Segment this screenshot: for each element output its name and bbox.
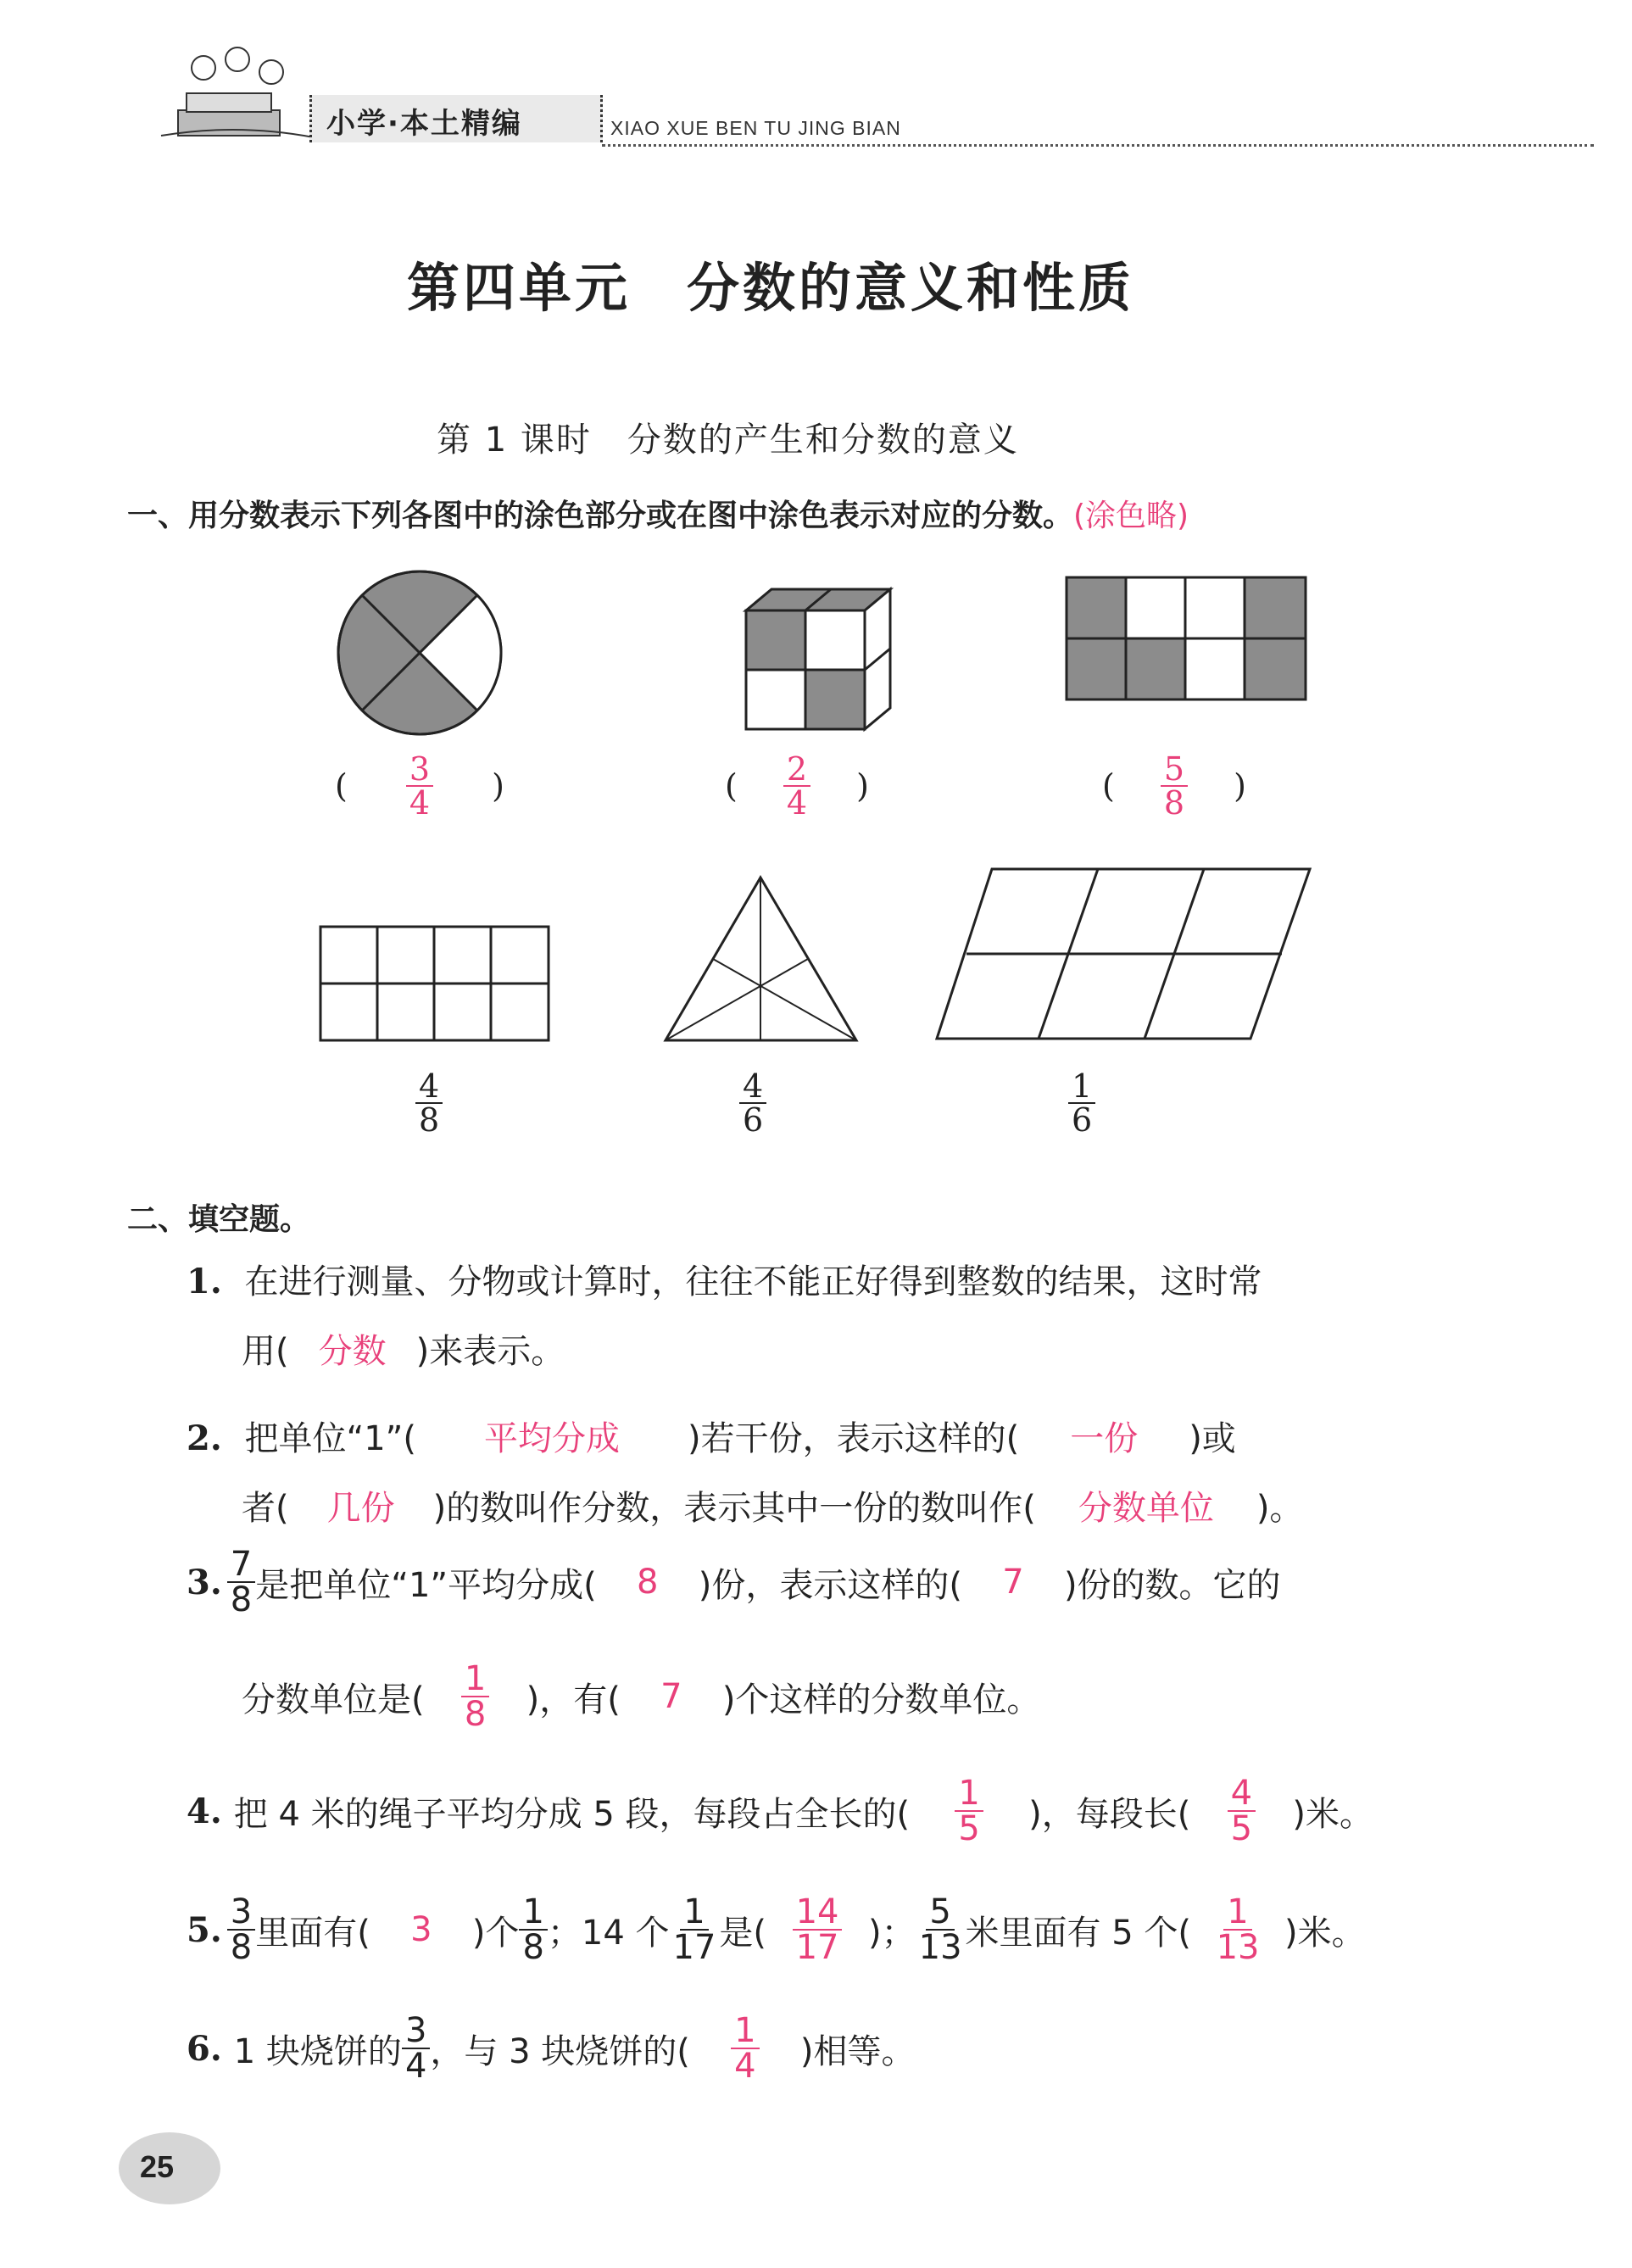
answer-blank bbox=[690, 2011, 800, 2086]
answer-fraction: $\frac{1}{5}$ bbox=[955, 1776, 983, 1846]
answer-blank bbox=[425, 1659, 526, 1734]
question-text: )的数叫作分数，表示其中一份的数叫作( bbox=[432, 1489, 1036, 1528]
header-dotted-rule bbox=[602, 144, 1594, 147]
question-text: 是把单位“1”平均分成( bbox=[255, 1565, 597, 1605]
question-number: 4. bbox=[187, 1791, 222, 1831]
figure-parallelogram bbox=[933, 865, 1314, 1043]
answer-fraction: $\frac{2}{4}$ bbox=[783, 753, 810, 819]
answer-fraction: $\frac{1}{13}$ bbox=[1216, 1892, 1260, 1967]
caption-fraction: $\frac{4}{8}$ bbox=[415, 1070, 443, 1136]
answer-cube bbox=[725, 750, 869, 822]
caption-triangle bbox=[739, 1067, 766, 1139]
figure-rect-8 bbox=[1064, 575, 1310, 702]
section1-heading-text: 一、用分数表示下列各图中的涂色部分或在图中涂色表示对应的分数。 bbox=[127, 499, 1074, 533]
question-text: )，有( bbox=[526, 1680, 621, 1719]
answer-blank bbox=[910, 1776, 1028, 1846]
question-text: )米。 bbox=[1284, 1913, 1366, 1953]
figure-triangle bbox=[661, 873, 861, 1043]
question-text: 用( bbox=[242, 1332, 289, 1371]
question-text: )或 bbox=[1189, 1419, 1236, 1458]
section1-note: (涂色略) bbox=[1073, 499, 1189, 533]
question-text: )若干份，表示这样的( bbox=[687, 1419, 1020, 1458]
question-text: 米里面有 5 个( bbox=[965, 1913, 1192, 1953]
question-text: )份的数。它的 bbox=[1063, 1565, 1281, 1605]
unit-title: 第四单元 分数的意义和性质 bbox=[407, 257, 1135, 319]
figure-grid-8 bbox=[318, 924, 551, 1043]
caption-fraction: $\frac{1}{6}$ bbox=[1068, 1070, 1095, 1136]
question-text: )份，表示这样的( bbox=[698, 1565, 962, 1605]
question-text: )来表示。 bbox=[415, 1332, 565, 1371]
answer-blank: 分数 bbox=[318, 1332, 387, 1371]
header-subtitle: XIAO XUE BEN TU JING BIAN bbox=[610, 117, 901, 139]
header-illustration bbox=[153, 42, 322, 153]
caption-grid bbox=[415, 1067, 443, 1139]
question-text: ，与 3 块烧饼的( bbox=[430, 2031, 690, 2071]
answer-circle bbox=[335, 750, 504, 822]
answer-rect bbox=[1102, 750, 1246, 822]
answer-blank bbox=[1190, 1776, 1292, 1846]
caption-parallelogram bbox=[1068, 1067, 1095, 1139]
figure-cube bbox=[742, 585, 894, 738]
answer-blank bbox=[1191, 1892, 1284, 1967]
question-text: 者( bbox=[242, 1489, 289, 1528]
question-text: )个这样的分数单位。 bbox=[721, 1680, 1041, 1719]
question-number: 6. bbox=[187, 2028, 222, 2069]
paren-open: ( bbox=[725, 767, 738, 805]
question-text: 分数单位是( bbox=[242, 1680, 425, 1719]
question-4 bbox=[187, 1776, 1475, 1870]
fraction: $\frac{3}{8}$ bbox=[227, 1895, 255, 1964]
fraction: $\frac{3}{4}$ bbox=[402, 2014, 430, 2083]
question-text: )； bbox=[868, 1913, 916, 1953]
question-3 bbox=[187, 1547, 1475, 1742]
answer-blank: 几份 bbox=[326, 1489, 395, 1528]
header bbox=[153, 42, 1441, 161]
question-text: )个 bbox=[471, 1913, 520, 1953]
question-text: 把 4 米的绳子平均分成 5 段，每段占全长的( bbox=[233, 1794, 911, 1834]
section2-heading: 二、填空题。 bbox=[127, 1202, 311, 1237]
answer-blank bbox=[766, 1892, 868, 1967]
answer-blank: 7 bbox=[1002, 1563, 1024, 1602]
fraction: $\frac{7}{8}$ bbox=[227, 1547, 255, 1617]
answer-blank: 8 bbox=[636, 1563, 659, 1602]
question-text: 把单位“1”( bbox=[244, 1419, 416, 1458]
answer-fraction: $\frac{1}{8}$ bbox=[461, 1662, 489, 1731]
paren-close: ) bbox=[856, 767, 869, 805]
question-2 bbox=[187, 1412, 1475, 1539]
lesson-title: 第 1 课时 分数的产生和分数的意义 bbox=[437, 421, 1019, 460]
question-text: ；14 个 bbox=[547, 1913, 670, 1953]
question-6 bbox=[187, 2011, 1475, 2107]
question-text: )，每段长( bbox=[1028, 1794, 1191, 1834]
question-text: 1 块烧饼的 bbox=[233, 2031, 402, 2071]
page-number: 25 bbox=[140, 2149, 175, 2184]
figure-circle bbox=[335, 568, 504, 738]
question-5 bbox=[187, 1892, 1475, 1988]
question-number: 1. bbox=[187, 1262, 222, 1301]
question-number: 5. bbox=[187, 1909, 222, 1950]
answer-blank: 平均分成 bbox=[483, 1419, 620, 1458]
fraction: $\frac{5}{13}$ bbox=[918, 1892, 962, 1967]
fraction: $\frac{1}{8}$ bbox=[519, 1895, 547, 1964]
answer-fraction: $\frac{1}{4}$ bbox=[731, 2014, 759, 2083]
paren-close: ) bbox=[1234, 767, 1246, 805]
section1-heading bbox=[127, 492, 1189, 535]
question-text: 在进行测量、分物或计算时，往往不能正好得到整数的结果，这时常 bbox=[244, 1262, 1262, 1301]
question-text: )米。 bbox=[1292, 1794, 1373, 1834]
answer-blank: 7 bbox=[660, 1677, 682, 1716]
question-text: )。 bbox=[1256, 1489, 1304, 1528]
fraction: $\frac{1}{17}$ bbox=[672, 1892, 716, 1967]
paren-open: ( bbox=[1102, 767, 1115, 805]
answer-blank: 分数单位 bbox=[1078, 1489, 1214, 1528]
answer-blank: 3 bbox=[410, 1910, 432, 1949]
paren-close: ) bbox=[492, 767, 504, 805]
answer-fraction: $\frac{14}{17}$ bbox=[793, 1895, 843, 1964]
question-text: )相等。 bbox=[799, 2031, 916, 2071]
header-label: 小学·本土精编 bbox=[326, 107, 522, 141]
answer-fraction: $\frac{4}{5}$ bbox=[1228, 1776, 1256, 1846]
question-text: 里面有( bbox=[255, 1913, 370, 1953]
answer-blank: 一份 bbox=[1070, 1419, 1139, 1458]
question-1 bbox=[187, 1255, 1475, 1382]
question-text: 是( bbox=[719, 1913, 767, 1953]
question-number: 3. bbox=[187, 1562, 222, 1602]
paren-open: ( bbox=[335, 767, 348, 805]
question-number: 2. bbox=[187, 1418, 222, 1458]
caption-fraction: $\frac{4}{6}$ bbox=[739, 1070, 766, 1136]
answer-fraction: $\frac{3}{4}$ bbox=[406, 753, 433, 819]
answer-fraction: $\frac{5}{8}$ bbox=[1161, 753, 1188, 819]
